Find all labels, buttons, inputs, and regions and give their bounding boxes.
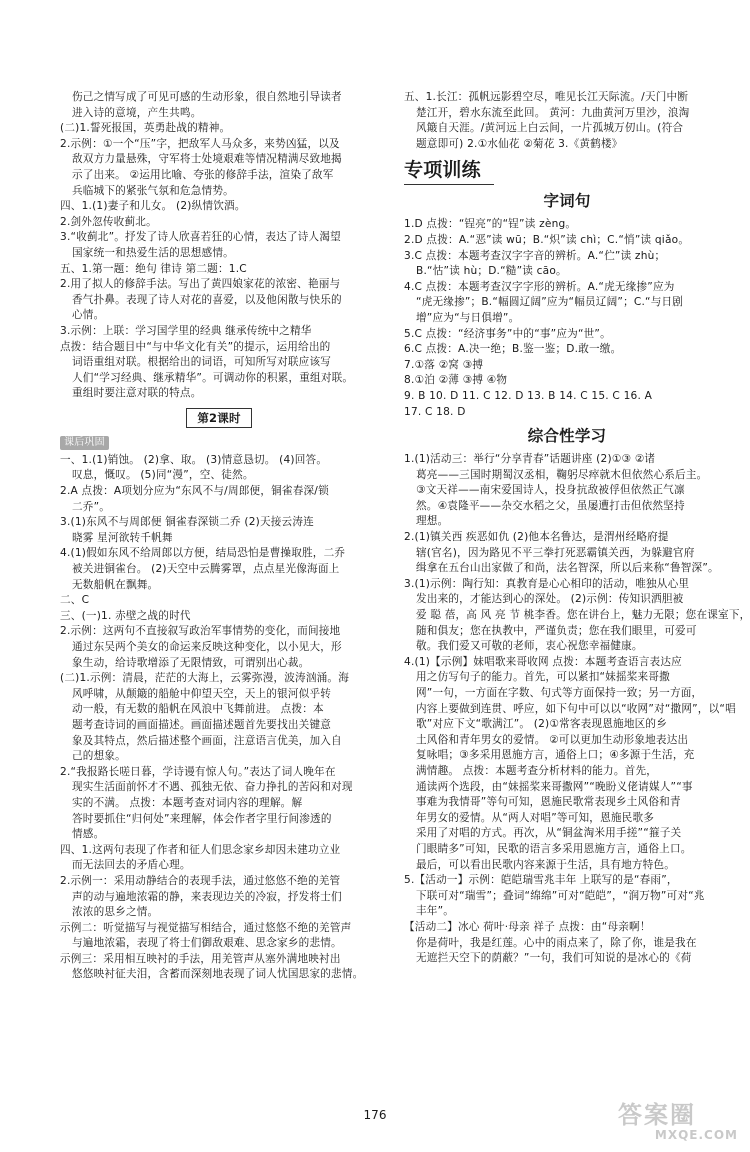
text-line: 2.示例：①一个“压”字，把敌军人马众多，来势凶猛，以及 [60, 137, 340, 150]
text-line: 动一般，有无数的船帆在风浪中飞舞前进。 点拨：本 [72, 703, 324, 716]
text-line: 兵临城下的紧张气氛和危急情势。 [72, 184, 234, 197]
lesson-heading-label: 第2课时 [186, 408, 251, 428]
text-line: 门眼睛多”可知，民歌的语言多采用恩施方言，通俗上口。 [416, 842, 692, 855]
text-line: (二)1.誓死报国，英勇赴战的精神。 [60, 122, 231, 135]
text-line: 心情。 [72, 309, 105, 322]
text-line: 三、(一)1. 赤壁之战的时代 [60, 609, 191, 622]
text-line: 采用了对唱的方式。再次，从“铜盆淘米用手搓”“箍子关 [416, 827, 682, 840]
text-line: 2.“我报路长嗟日暮，学诗谩有惊人句。”表达了词人晚年在 [60, 765, 336, 778]
text-line: 而无法回去的矛盾心理。 [72, 859, 191, 872]
text-line: 5.C 点拨：“经济事务”中的“事”应为“世”。 [404, 327, 611, 340]
text-line: 进入诗的意境，产生共鸣。 [72, 106, 202, 119]
section-banner: 专项训练 [404, 158, 494, 185]
text-line: 二、C [60, 594, 90, 607]
text-line: 实的不满。 点拨：本题考查对词内容的理解。解 [72, 796, 303, 809]
right-column [404, 90, 750, 967]
text-line: 2.(1)镇关西 疾恶如仇 (2)他本名鲁达，是渭州经略府提 [404, 531, 669, 544]
text-line: 事难为我情哥”等句可知，恩施民歌常表现乡土风俗和青 [416, 796, 681, 809]
text-line: 情感。 [72, 828, 105, 841]
text-line: 2.示例：这两句不直接叙写政治军事情势的变化，而间接地 [60, 625, 341, 638]
text-line: 浓浓的思乡之情。 [72, 906, 159, 919]
text-line: 发出来的，才能达到心的深处。 (2)示例：传知识洒胆被 [416, 593, 684, 606]
text-line: 葛亮——三国时期蜀汉丞相，鞠躬尽瘁就木但依然心系后主。 [416, 468, 708, 481]
text-line: 4.C 点拨：本题考查汉字字形的辨析。A.“虎无缘掺”应为 [404, 280, 675, 293]
text-line: 7.①落 ②窝 ③搏 [404, 358, 484, 371]
text-line: 理想。 [416, 515, 449, 528]
text-line: 8.①泊 ②薄 ③搏 ④物 [404, 374, 508, 387]
text-line: “虎无缘掺”；B.“幅圆辽阔”应为“幅员辽阔”；C.“与日剧 [416, 296, 684, 309]
text-line: 象生动，给诗歌增添了无限情致，可谓别出心裁。 [72, 656, 310, 669]
text-line: 2.D 点拨：A.“恶”读 wū；B.“炽”读 chì；C.“悄”读 qiǎo。 [404, 233, 690, 246]
text-line: 随和俱友；您在执教中，严谨负责；您在我们眼里，可爱可 [416, 624, 697, 637]
text-line: 17. C 18. D [404, 405, 466, 418]
watermark-url: MXQE.COM [654, 1128, 738, 1142]
text-line: 无数船帆在飘舞。 [72, 578, 159, 591]
text-line: 下联可对“瑞雪”；叠词“绵绵”可对“皑皑”，“润万物”可对“兆 [416, 889, 705, 902]
text-line: 五、1.第一题：绝句 律诗 第二题：1.C [60, 262, 247, 275]
text-line: 3.“收蓟北”。抒发了诗人欣喜若狂的心情，表达了诗人渴望 [60, 231, 341, 244]
text-line: 伤己之情写成了可见可感的生动形象，很自然地引导读者 [72, 91, 342, 103]
text-line: 楚江开，碧水东流至此回。 黄河：九曲黄河万里沙，浪淘 [416, 106, 690, 119]
text-line: 复咏唱；③多采用恩施方言，通俗上口；④多源于生活，充 [416, 749, 695, 762]
watermark-logo [618, 1102, 738, 1146]
text-line: 二乔”。 [72, 500, 111, 513]
text-line: (二)1.示例：清晨，茫茫的大海上，云雾弥漫，波涛汹涌。海 [60, 672, 350, 685]
text-line: 土风俗和青年男女的爱情。 ②可以更加生动形象地表达出 [416, 733, 689, 746]
text-line: 9. B 10. D 11. C 12. D 13. B 14. C 15. C 16. A [404, 389, 653, 402]
text-line: 歌”对应下文“歌满江”。 (2)①常客表现恩施地区的乡 [416, 718, 668, 731]
text-line: 网”一句，一方面在字数、句式等方面保持一致；另一方面， [416, 687, 703, 699]
text-line: 香气扑鼻。表现了诗人对花的喜爱，以及他闲散与快乐的 [72, 293, 342, 306]
text-line: 重组时要注意对联的特点。 [72, 387, 202, 400]
text-line: 辖(官名)，因为路见不平三拳打死恶霸镇关西，为躲避官府 [416, 546, 695, 559]
text-line: 缉拿在五台山出家做了和尚，法名智深，所以后来称“鲁智深”。 [416, 562, 719, 575]
text-line: 6.C 点拨：A.决一绝；B.鉴一鉴；D.敢一缴。 [404, 343, 622, 356]
text-line: 丰年”。 [416, 905, 455, 918]
text-line: 通过东吴两个美女的命运来反映这种变化，以小见大，形 [72, 641, 342, 653]
text-line: 己的想象。 [72, 750, 126, 763]
text-line: 3.(1)示例：陶行知：真教育是心心相印的活动，唯独从心里 [404, 577, 690, 590]
text-line: 2.用了拟人的修辞手法。写出了黄四娘家花的浓密、艳丽与 [60, 278, 341, 291]
text-line: 满情趣。 点拨：本题考查分析材料的能力。首先， [416, 764, 658, 777]
text-line: 声的动与遍地浓霜的静，来表现边关的冷寂，抒发将士们 [72, 890, 342, 903]
text-line: 词语重组对联。根据给出的词语，可知所写对联应该写 [72, 356, 332, 369]
text-line: 3.(1)东风不与周郎便 铜雀春深锁二乔 (2)天接云涛连 [60, 516, 314, 529]
text-line: 悠悠映衬征夫泪，含蓄而深刻地表现了词人忧国思家的悲情。 [72, 968, 364, 981]
text-line: 1.D 点拨：“锃亮”的“锃”读 zèng。 [404, 218, 577, 231]
text-line: 用之仿写句子的能力。首先，可以紧扣“妹摇桨来哥撒 [416, 671, 670, 684]
review-badge-row [60, 434, 378, 453]
text-line: 题考查诗词的画面描述。画面描述题首先要找出关键意 [72, 718, 332, 731]
text-line: 一、1.(1)销蚀。 (2)拿、取。 (3)情意恳切。 (4)回答。 [60, 453, 328, 466]
text-line: 晓雾 星河欲转千帆舞 [72, 531, 173, 544]
text-line: 风簸自天涯。/黄河远上白云间，一片孤城万仞山。(符合 [416, 122, 684, 135]
text-line: 敬。我们爱又可敬的老师，衷心祝您幸福健康。 [416, 640, 643, 653]
text-line: 国家统一和热爱生活的思想感情。 [72, 246, 234, 259]
text-line: 敌双方力量悬殊，守军将士处境艰难等情况精满尽致地揭 [72, 153, 342, 166]
text-line: 示例二：听觉描写与视觉描写相结合，通过悠悠不绝的羌管声 [60, 921, 352, 934]
text-line: 风呼啸，从颠簸的船舱中仰望天空，天上的银河似乎转 [72, 687, 332, 700]
text-line: 五、1.长江：孤帆远影碧空尽，唯见长江天际流。/天门中断 [404, 91, 689, 103]
text-line: 然。④袁隆平——杂交水稻之父，虽屡遭打击但依然坚持 [416, 499, 685, 512]
text-line: 你是荷叶，我是红莲。心中的雨点来了，除了你，谁是我在 [416, 936, 697, 949]
text-line: 1.(1)活动三：举行“分享青春”话题讲座 (2)①③ ②诸 [404, 453, 656, 466]
text-line: 增”应为“与日俱增”。 [416, 311, 520, 324]
text-line: 内容上要做到连贯、呼应，如下句中可以以“收网”对“撒网”，以“唱 [416, 702, 736, 715]
text-line: 2.A 点拨：A项划分应为“东风不与/周郎便，铜雀春深/锁 [60, 485, 329, 498]
page-number: 176 [363, 1108, 387, 1122]
text-line: 示例三：采用相互映衬的手法，用羌管声从塞外满地映衬出 [60, 952, 341, 965]
text-line: 2.剑外忽传收蓟北。 [60, 215, 157, 228]
watermark-title: 答案圈 [618, 1101, 696, 1129]
text-line: 爱 聪 蓓，高 风 亮 节 桃李香。您在讲台上，魅力无限；您在课室下， [416, 609, 750, 622]
text-line: 叹息，慨叹。 (5)同“漫”，空、徒然。 [72, 469, 254, 482]
text-line: 4.(1)假如东风不给周郎以方便，结局恐怕是曹操取胜，二乔 [60, 547, 346, 560]
text-line: 年男女的爱情。从“两人对唱”等可知，恩施民歌多 [416, 811, 655, 824]
text-line: 3.C 点拨：本题考查汉字字音的辨析。A.“伫”读 zhù； [404, 249, 666, 262]
text-line: 答时要抓住“归何处”来理解，体会作者字里行间渗透的 [72, 812, 332, 825]
lesson-heading [60, 408, 378, 428]
review-badge: 课后巩固 [60, 436, 109, 450]
text-line: 示了出来。 ②运用比喻、夸张的修辞手法，渲染了敌军 [72, 168, 334, 181]
text-line: 题意即可) 2.①水仙花 ②菊花 3.《黄鹤楼》 [416, 137, 623, 150]
text-line: 四、1.这两句表现了作者和征人们思念家乡却因未建功立业 [60, 843, 341, 856]
text-line: 与遍地浓霜，表现了将士们御敌艰难、思念家乡的悲情。 [72, 937, 342, 950]
text-line: ③文天祥——南宋爱国诗人，投身抗敌被俘但依然正气凛 [416, 484, 685, 497]
section-heading: 字词句 [543, 192, 591, 211]
text-line: 4.(1)【示例】妹唱歌来哥收网 点拨：本题考查语言表达应 [404, 655, 682, 668]
text-line: 人们“学习经典、继承精华”。可调动你的积累，重组对联。 [72, 371, 354, 384]
section-heading: 综合性学习 [527, 427, 607, 446]
text-line: 无遮拦天空下的荫蔽？”一句，我们可知说的是冰心的《荷 [416, 952, 692, 965]
left-column [60, 90, 378, 983]
text-line: 现实生活面前怀才不遇、孤独无依、奋力挣扎的苦闷和对现 [72, 781, 353, 794]
text-line: 四、1.(1)妻子和儿女。 (2)纵情饮酒。 [60, 200, 246, 213]
text-line: 点拨：结合题目中“与中华文化有关”的提示，运用给出的 [60, 340, 331, 353]
text-line: 3.示例：上联：学习国学里的经典 继承传统中之精华 [60, 324, 312, 337]
text-line: 2.示例一：采用动静结合的表现手法，通过悠悠不绝的羌管 [60, 874, 341, 887]
text-line: B.“怙”读 hù；D.“糙”读 cāo。 [416, 265, 567, 278]
text-line: 象及其特点，然后描述整个画面，注意语言优美，加入自 [72, 734, 342, 747]
text-line: 5.【活动一】示例：皑皑瑞雪兆丰年 上联写的是“春雨”， [404, 874, 678, 887]
text-line: 最后，可以看出民歌内容来源于生活，具有地方特色。 [416, 858, 676, 871]
text-line: 通读两个选段，由“妹摇桨来哥撒网”“晚盼义佬请媒人”“事 [416, 780, 693, 793]
text-line: 【活动二】冰心 荷叶·母亲 祥子 点拨：由“母亲啊！ [404, 920, 651, 933]
text-line: 被关进铜雀台。 (2)天空中云腾雾罩，点点星光像海面上 [72, 563, 340, 576]
